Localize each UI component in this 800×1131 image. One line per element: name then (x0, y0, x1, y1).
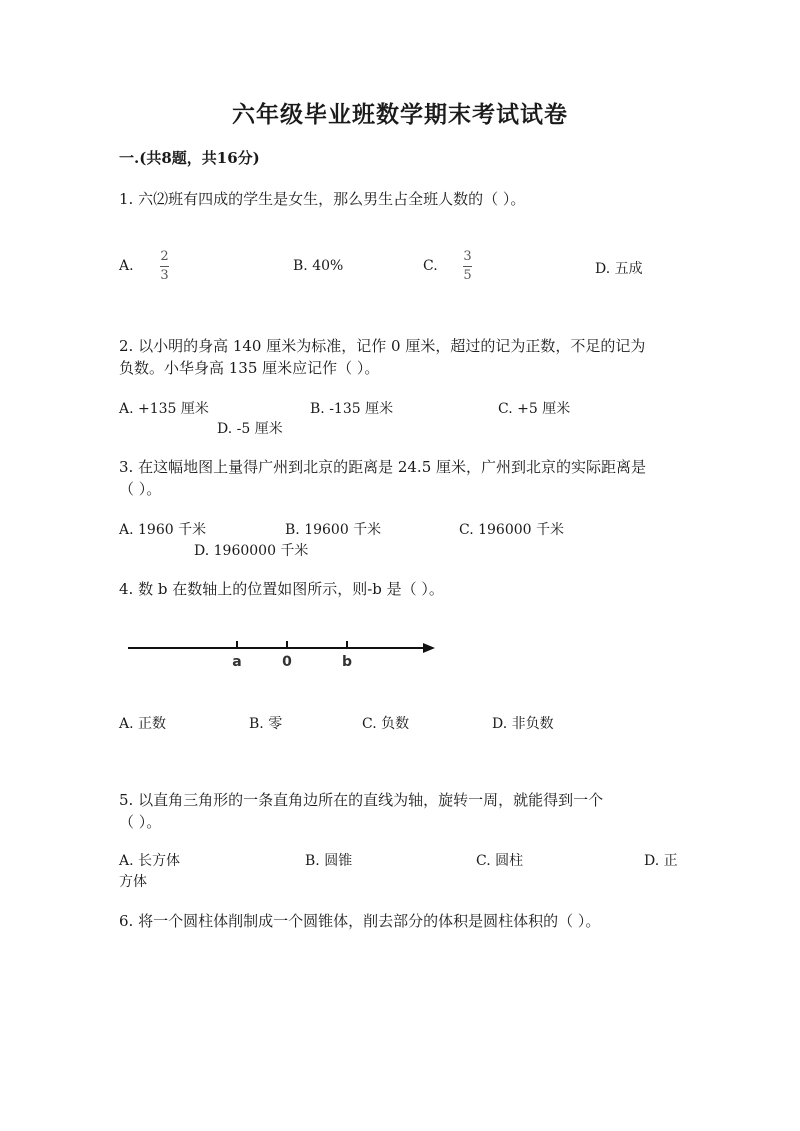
question-1-text: 1. 六⑵班有四成的学生是女生，那么男生占全班人数的（ ）。 (119, 190, 526, 208)
q5-option-b: B. 圆锥 (305, 853, 353, 869)
fraction-bar (463, 266, 472, 267)
q2-option-a: A. +135 厘米 (119, 401, 209, 417)
q1-option-c-fraction (463, 250, 472, 283)
question-2-line-1: 2. 以小明的身高 140 厘米为标准，记作 0 厘米，超过的记为正数，不足的记为 (119, 337, 646, 355)
q2-option-d: D. -5 厘米 (217, 421, 283, 437)
q4-option-a: A. 正数 (119, 716, 167, 732)
fraction-bar (160, 266, 169, 267)
q2-option-c: C. +5 厘米 (498, 401, 571, 417)
q1-option-a-fraction (160, 250, 169, 283)
q3-option-c: C. 196000 千米 (459, 522, 565, 538)
q5-option-d: D. 正 (644, 853, 678, 869)
q1-option-d: D. 五成 (595, 261, 643, 277)
question-5-line-1: 5. 以直角三角形的一条直角边所在的直线为轴，旋转一周，就能得到一个 (119, 791, 604, 809)
q1-option-a-label: A. (119, 258, 134, 274)
label-a: a (232, 654, 242, 670)
number-line-arrow (423, 643, 435, 653)
q4-option-b: B. 零 (249, 716, 283, 732)
fraction-denominator: 5 (463, 268, 472, 283)
fraction-denominator: 3 (160, 268, 169, 283)
q3-option-d: D. 1960000 千米 (194, 543, 309, 559)
q1-option-c-label: C. (423, 258, 438, 274)
number-line-figure (125, 630, 445, 672)
question-3-line-1: 3. 在这幅地图上量得广州到北京的距离是 24.5 厘米，广州到北京的实际距离是 (119, 458, 647, 476)
q2-option-b: B. -135 厘米 (310, 401, 394, 417)
page-title: 六年级毕业班数学期末考试试卷 (232, 101, 568, 128)
q5-option-d-continued: 方体 (119, 874, 147, 890)
q4-option-c: C. 负数 (362, 716, 410, 732)
q3-option-a: A. 1960 千米 (119, 522, 207, 538)
q4-option-d: D. 非负数 (492, 716, 554, 732)
question-5-line-2: （ ）。 (119, 813, 162, 831)
question-4-text: 4. 数 b 在数轴上的位置如图所示，则-b 是（ ）。 (119, 580, 444, 598)
label-zero: 0 (282, 654, 292, 670)
question-6-text: 6. 将一个圆柱体削制成一个圆锥体，削去部分的体积是圆柱体积的（ ）。 (119, 912, 601, 930)
question-3-line-2: （ ）。 (119, 480, 162, 498)
q1-option-b: B. 40% (293, 258, 344, 274)
q3-option-b: B. 19600 千米 (285, 522, 382, 538)
fraction-numerator: 3 (463, 249, 472, 264)
q5-option-c: C. 圆柱 (476, 853, 524, 869)
fraction-numerator: 2 (160, 249, 169, 264)
section-heading: 一.(共8题，共16分) (119, 149, 260, 167)
q5-option-a: A. 长方体 (119, 853, 181, 869)
question-2-line-2: 负数。小华身高 135 厘米应记作（ ）。 (119, 359, 380, 377)
label-b: b (341, 654, 353, 670)
